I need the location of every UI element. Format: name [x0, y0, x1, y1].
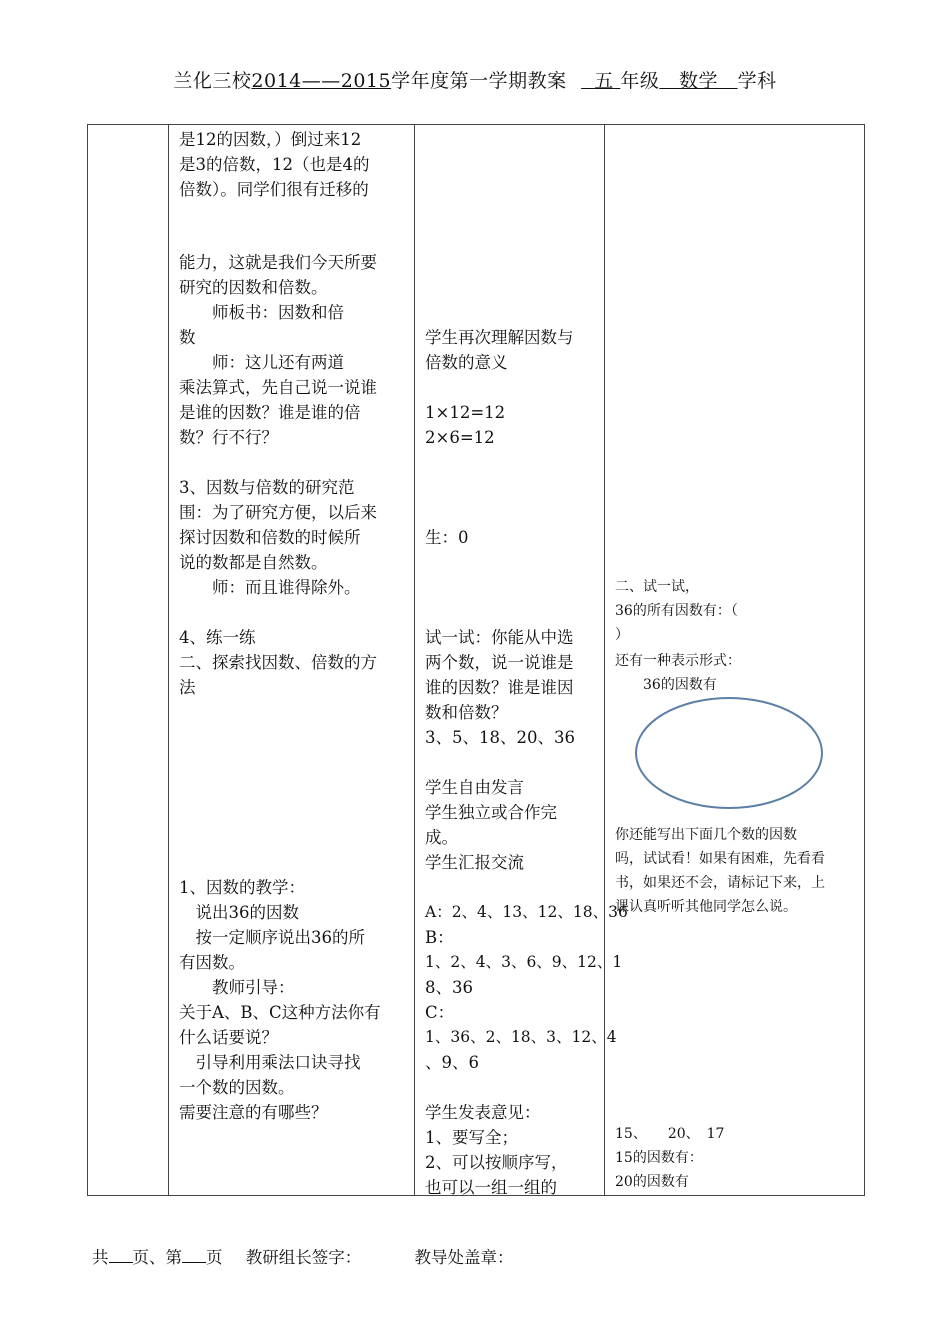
text-line: 师：而且谁得除外。: [179, 578, 361, 597]
text-line: 是谁的因数？谁是谁的倍: [179, 403, 361, 422]
page-footer: [92, 1244, 514, 1268]
text-line: 成。: [425, 828, 458, 847]
lesson-plan-table: [87, 124, 865, 1196]
office-stamp-label: 教导处盖章：: [414, 1248, 514, 1267]
text-line: 关于A、B、C这种方法你有: [179, 1003, 381, 1022]
text-line: 1×12=12: [425, 403, 506, 422]
text-line: 1、36、2、18、3、12、4: [425, 1028, 617, 1046]
text-line: 一个数的因数。: [179, 1078, 295, 1097]
text-line: 乘法算式，先自己说一说谁: [179, 378, 377, 397]
text-line: 生：0: [425, 528, 469, 547]
text-line: 4、练一练: [179, 628, 256, 647]
text-line: 是3的倍数，12（也是4的: [179, 155, 370, 174]
text-line: 20的因数有: [615, 1174, 689, 1190]
text-line: 按一定顺序说出36的所: [179, 928, 365, 947]
text-line: ）: [615, 627, 629, 643]
text-line: 15的因数有：: [615, 1150, 703, 1166]
text-line: 教师引导：: [179, 978, 295, 997]
text-line: 能力，这就是我们今天所要: [179, 253, 377, 272]
text-line: 谁的因数？谁是谁因: [425, 678, 574, 697]
footer-page-sep: 页、第: [132, 1248, 182, 1267]
text-line: 数: [179, 328, 196, 347]
text-line: 15、 20、 17: [615, 1126, 725, 1142]
student-activity-cell: [415, 125, 628, 1197]
page-header: [0, 66, 950, 93]
text-line: 二、探索找因数、倍数的方: [179, 653, 377, 672]
teacher-activity-cell: [169, 125, 415, 1196]
text-line: 什么话要说？: [179, 1028, 278, 1047]
column-label-cell: [88, 125, 169, 1196]
text-line: 1、因数的教学：: [179, 878, 305, 897]
text-line: 试一试：你能从中选: [425, 628, 574, 647]
text-line: 引导利用乘法口诀寻找: [179, 1053, 361, 1072]
school-name: 兰化三校: [173, 70, 252, 92]
text-line: 二、试一试，: [615, 579, 699, 595]
grade-label: 年级: [620, 70, 660, 92]
text-line: 探讨因数和倍数的时候所: [179, 528, 361, 547]
notes-cell: [605, 125, 865, 1196]
text-line: 36的因数有: [615, 677, 717, 693]
text-line: 两个数，说一说谁是: [425, 653, 574, 672]
text-line: 倍数）。同学们很有迁移的: [179, 180, 369, 199]
total-pages-blank[interactable]: [109, 1246, 133, 1263]
text-line: 师板书：因数和倍: [179, 303, 344, 322]
text-line: 吗，试试看！如果有困难，先看看: [615, 851, 825, 867]
text-line: 课认真听听其他同学怎么说。: [615, 899, 797, 915]
text-line: 学生独立或合作完: [425, 803, 557, 822]
text-line: 3、因数与倍数的研究范: [179, 478, 355, 497]
text-line: 研究的因数和倍数。: [179, 278, 328, 297]
term-label: 学年度第一学期教案: [391, 70, 567, 92]
subject-value: 数学: [678, 70, 718, 92]
text-line: 你还能写出下面几个数的因数: [615, 827, 797, 843]
text-line: 还有一种表示形式：: [615, 653, 741, 669]
text-line: 2×6=12: [425, 428, 495, 447]
leader-signature-label: 教研组长签字：: [245, 1248, 362, 1267]
text-line: 是12的因数，）倒过来12: [179, 130, 362, 149]
text-line: 学生汇报交流: [425, 853, 524, 872]
text-line: 数和倍数？: [425, 703, 508, 722]
text-line: 数？行不行？: [179, 428, 278, 447]
factor-set-ellipse: [633, 695, 825, 811]
footer-page-end: 页: [206, 1248, 223, 1267]
text-line: 围：为了研究方便，以后来: [179, 503, 377, 522]
footer-total: 共: [92, 1248, 109, 1267]
page-number-blank[interactable]: [182, 1246, 206, 1263]
grade-value: 五: [594, 70, 614, 92]
text-line: B：: [425, 928, 454, 947]
text-line: 1、要写全；: [425, 1128, 518, 1147]
text-line: 倍数的意义: [425, 353, 508, 372]
text-line: 也可以一组一组的: [425, 1178, 557, 1197]
school-years: 2014——2015: [251, 70, 392, 92]
text-line: 1、2、4、3、6、9、12、1: [425, 953, 623, 971]
text-line: 书，如果还不会，请标记下来，上: [615, 875, 825, 891]
text-line: 需要注意的有哪些？: [179, 1103, 328, 1122]
text-line: 3、5、18、20、36: [425, 728, 575, 747]
text-line: 有因数。: [179, 953, 245, 972]
text-line: C：: [425, 1003, 455, 1022]
text-line: 学生再次理解因数与: [425, 328, 574, 347]
text-line: 36的所有因数有：（: [615, 603, 738, 619]
text-line: 说的数都是自然数。: [179, 553, 328, 572]
text-line: 说出36的因数: [179, 903, 299, 922]
text-line: 、9、6: [425, 1053, 479, 1072]
text-line: 学生自由发言: [425, 778, 524, 797]
text-line: 学生发表意见：: [425, 1103, 541, 1122]
text-line: 2、可以按顺序写，: [425, 1153, 568, 1172]
subject-label: 学科: [737, 70, 777, 92]
text-line: 师：这儿还有两道: [179, 353, 344, 372]
text-line: A：2、4、13、12、18、36: [425, 903, 628, 921]
text-line: 法: [179, 678, 196, 697]
text-line: 8、36: [425, 978, 473, 997]
